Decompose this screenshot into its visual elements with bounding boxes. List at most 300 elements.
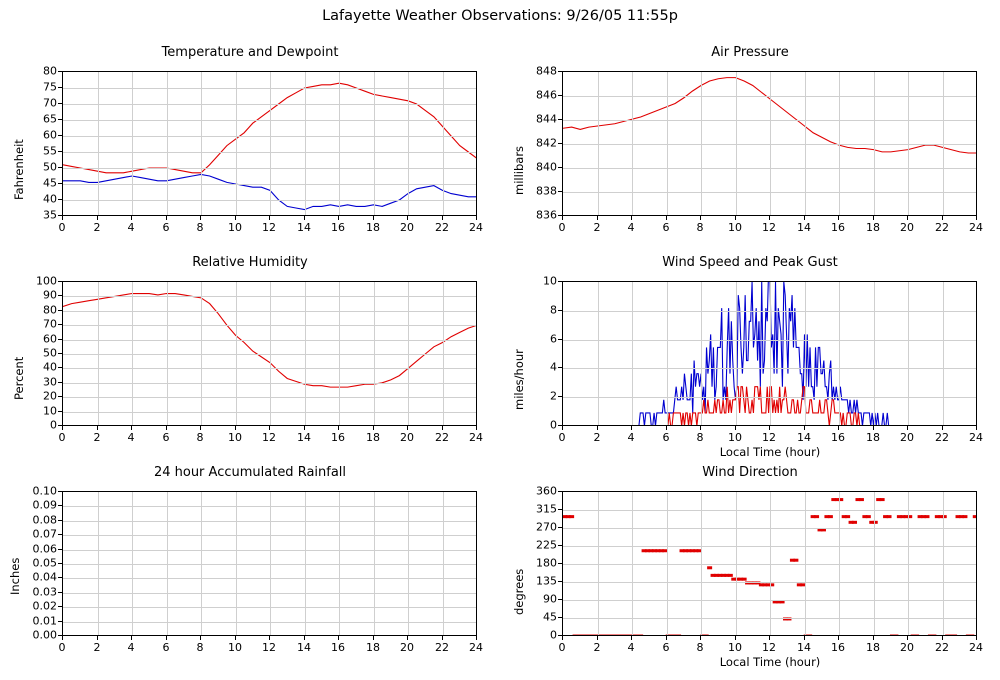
x-tick-label: 0 [558,641,566,654]
gridline-horizontal [63,354,476,355]
y-tick-mark [558,95,562,96]
x-tick-mark [200,636,201,640]
y-tick-label: 80 [43,303,57,317]
y-tick-mark [58,103,62,104]
x-tick-label: 6 [162,431,170,444]
y-tick-mark [58,505,62,506]
x-tick-label: 6 [162,641,170,654]
gridline-horizontal [563,311,976,312]
x-tick-mark [976,216,977,220]
x-tick-label: 20 [900,221,914,234]
gridline-horizontal [563,564,976,565]
scatter-point [962,515,967,518]
gridline-horizontal [563,192,976,193]
x-tick-label: 14 [297,431,311,444]
y-tick-mark [58,183,62,184]
x-tick-mark [631,216,632,220]
y-tick-mark [558,191,562,192]
x-tick-label: 18 [866,431,880,444]
y-tick-mark [558,545,562,546]
panel-title-wind: Wind Speed and Peak Gust [662,255,838,270]
gridline-vertical [736,282,737,425]
scatter-point [638,635,643,637]
y-tick-mark [558,599,562,600]
x-tick-label: 18 [366,431,380,444]
gridline-horizontal [63,200,476,201]
gridline-horizontal [63,564,476,565]
x-tick-mark [769,636,770,640]
y-tick-label: 50 [43,346,57,360]
x-tick-mark [838,216,839,220]
x-tick-label: 10 [728,221,742,234]
x-tick-mark [562,216,563,220]
x-tick-mark [873,636,874,640]
x-tick-label: 24 [469,431,483,444]
y-tick-label: 60 [43,128,57,142]
y-tick-mark [558,527,562,528]
x-tick-label: 4 [627,221,635,234]
x-tick-label: 4 [127,641,135,654]
y-tick-mark [558,635,562,636]
y-tick-label: 10 [43,404,57,418]
x-tick-mark [407,636,408,640]
y-tick-label: 0.03 [32,585,57,599]
x-tick-label: 8 [696,221,704,234]
y-tick-label: 80 [43,64,57,78]
x-tick-mark [62,426,63,430]
y-tick-mark [58,425,62,426]
gridline-vertical [305,72,306,215]
x-tick-mark [407,216,408,220]
y-tick-label: 45 [543,610,557,624]
axis-label-y-temperature: Fahrenheit [12,139,26,200]
gridline-horizontal [563,600,976,601]
y-tick-mark [558,215,562,216]
x-tick-label: 8 [696,431,704,444]
x-tick-label: 12 [762,641,776,654]
gridline-horizontal [63,88,476,89]
y-tick-label: 315 [536,502,557,516]
gridline-vertical [374,72,375,215]
scatter-point [866,515,871,518]
scatter-point [973,515,977,518]
x-tick-mark [804,426,805,430]
page-title: Lafayette Weather Observations: 9/26/05 11:55p [322,8,678,24]
y-tick-mark [58,135,62,136]
y-tick-mark [58,520,62,521]
x-tick-label: 2 [593,221,601,234]
x-tick-mark [838,426,839,430]
y-tick-mark [58,87,62,88]
y-tick-mark [558,396,562,397]
x-tick-mark [235,216,236,220]
y-tick-label: 0.10 [32,484,57,498]
scatter-point [952,635,957,637]
y-tick-mark [58,119,62,120]
y-tick-label: 55 [43,144,57,158]
x-tick-label: 6 [162,221,170,234]
axis-label-y-wind: miles/hour [512,349,526,410]
x-tick-label: 8 [196,221,204,234]
y-tick-label: 75 [43,80,57,94]
gridline-vertical [270,72,271,215]
x-tick-mark [166,426,167,430]
x-tick-label: 22 [935,641,949,654]
gridline-horizontal [63,578,476,579]
y-tick-mark [558,119,562,120]
y-tick-mark [58,592,62,593]
y-tick-mark [58,167,62,168]
x-tick-mark [442,216,443,220]
x-tick-mark [131,426,132,430]
x-tick-mark [942,426,943,430]
y-tick-mark [558,509,562,510]
x-tick-mark [873,216,874,220]
gridline-vertical [943,282,944,425]
gridline-horizontal [563,618,976,619]
x-tick-mark [269,426,270,430]
y-tick-mark [58,151,62,152]
x-tick-mark [562,636,563,640]
gridline-horizontal [63,184,476,185]
gridline-horizontal [63,535,476,536]
x-tick-label: 10 [228,221,242,234]
gridline-horizontal [63,397,476,398]
gridline-horizontal [563,397,976,398]
x-tick-label: 14 [297,221,311,234]
gridline-horizontal [563,528,976,529]
x-tick-mark [666,636,667,640]
x-tick-mark [942,216,943,220]
x-tick-mark [200,216,201,220]
gridline-vertical [667,282,668,425]
gridline-vertical [805,282,806,425]
x-tick-mark [373,426,374,430]
x-tick-mark [666,216,667,220]
y-tick-mark [558,167,562,168]
scatter-point [969,635,974,637]
x-tick-mark [942,636,943,640]
gridline-vertical [167,72,168,215]
axis-label-y-direction: degrees [512,568,526,615]
y-tick-mark [558,425,562,426]
x-tick-mark [131,216,132,220]
x-tick-label: 24 [469,221,483,234]
x-tick-mark [631,426,632,430]
x-tick-mark [235,426,236,430]
y-tick-mark [58,382,62,383]
axis-label-x-wind: Local Time (hour) [719,445,821,459]
y-tick-mark [58,71,62,72]
gridline-horizontal [63,622,476,623]
y-tick-mark [58,534,62,535]
gridline-horizontal [563,96,976,97]
x-tick-mark [338,636,339,640]
y-tick-label: 842 [536,136,557,150]
y-tick-label: 45 [43,176,57,190]
gridline-horizontal [563,144,976,145]
x-tick-label: 18 [366,221,380,234]
panel-title-temperature: Temperature and Dewpoint [161,45,339,60]
axis-label-y-rainfall: Inches [8,557,22,595]
y-tick-mark [58,563,62,564]
axis-label-y-pressure: millibars [512,145,526,195]
y-tick-mark [58,635,62,636]
y-tick-mark [58,215,62,216]
x-tick-mark [735,426,736,430]
x-tick-label: 22 [935,431,949,444]
scatter-point [880,498,885,501]
x-tick-label: 14 [797,641,811,654]
x-tick-label: 2 [93,641,101,654]
gridline-horizontal [63,136,476,137]
y-tick-label: 100 [36,274,57,288]
gridline-horizontal [63,168,476,169]
x-tick-label: 16 [331,641,345,654]
y-tick-label: 40 [43,360,57,374]
y-tick-label: 20 [43,389,57,403]
x-tick-label: 22 [435,221,449,234]
x-tick-label: 0 [558,221,566,234]
plot-area-pressure [562,71,977,216]
y-tick-mark [58,199,62,200]
scatter-point [814,515,819,518]
y-tick-mark [558,581,562,582]
y-tick-label: 8 [550,303,557,317]
scatter-point [704,635,709,637]
x-tick-label: 0 [58,641,66,654]
x-tick-label: 2 [593,641,601,654]
x-tick-label: 18 [866,221,880,234]
y-tick-label: 0.04 [32,570,57,584]
gridline-horizontal [563,510,976,511]
x-tick-label: 10 [228,641,242,654]
x-tick-mark [700,636,701,640]
y-tick-label: 0.09 [32,498,57,512]
gridline-horizontal [63,311,476,312]
scatter-point [569,515,574,518]
x-tick-label: 20 [900,641,914,654]
x-tick-label: 22 [935,221,949,234]
x-tick-mark [597,216,598,220]
gridline-vertical [408,72,409,215]
x-tick-label: 16 [331,221,345,234]
panel-temperature [0,45,500,245]
x-tick-label: 8 [196,641,204,654]
x-tick-label: 2 [93,221,101,234]
x-tick-mark [442,426,443,430]
x-tick-label: 0 [58,221,66,234]
x-tick-label: 12 [262,431,276,444]
y-tick-label: 840 [536,160,557,174]
y-tick-mark [58,339,62,340]
x-tick-mark [476,636,477,640]
x-tick-label: 22 [435,641,449,654]
axis-label-y-humidity: Percent [12,356,26,400]
y-tick-mark [58,621,62,622]
x-tick-label: 6 [662,431,670,444]
y-tick-mark [58,411,62,412]
x-tick-mark [907,426,908,430]
x-tick-label: 12 [762,221,776,234]
gridline-vertical [839,282,840,425]
y-tick-label: 180 [536,556,557,570]
y-tick-mark [558,281,562,282]
gridline-horizontal [63,607,476,608]
x-tick-mark [804,636,805,640]
y-tick-label: 30 [43,375,57,389]
plot-area-temperature [62,71,477,216]
axis-label-x-direction: Local Time (hour) [719,655,821,669]
gridline-vertical [339,72,340,215]
x-tick-mark [62,636,63,640]
y-tick-label: 360 [536,484,557,498]
y-tick-mark [58,606,62,607]
x-tick-mark [976,636,977,640]
x-tick-mark [304,216,305,220]
y-tick-mark [558,339,562,340]
x-tick-label: 6 [662,641,670,654]
x-tick-mark [476,216,477,220]
gridline-vertical [201,72,202,215]
x-tick-mark [338,426,339,430]
gridline-horizontal [63,368,476,369]
x-tick-label: 20 [900,431,914,444]
plot-area-wind [562,281,977,426]
x-tick-label: 2 [593,431,601,444]
x-tick-label: 20 [400,641,414,654]
y-tick-label: 225 [536,538,557,552]
x-tick-mark [373,636,374,640]
y-tick-label: 35 [43,208,57,222]
x-tick-label: 18 [866,641,880,654]
gridline-horizontal [563,340,976,341]
x-tick-label: 16 [331,431,345,444]
gridline-horizontal [563,546,976,547]
scatter-point [676,635,681,637]
x-tick-mark [304,636,305,640]
x-tick-label: 20 [400,221,414,234]
x-tick-label: 14 [797,431,811,444]
x-tick-label: 14 [797,221,811,234]
gridline-horizontal [563,120,976,121]
scatter-point [707,566,712,569]
x-tick-mark [476,426,477,430]
x-tick-mark [597,636,598,640]
gridline-vertical [701,282,702,425]
x-tick-label: 0 [558,431,566,444]
y-tick-label: 10 [543,274,557,288]
x-tick-label: 10 [728,641,742,654]
gridline-horizontal [63,340,476,341]
x-tick-label: 24 [969,431,983,444]
y-tick-mark [58,577,62,578]
gridline-horizontal [63,521,476,522]
y-tick-label: 0 [550,418,557,432]
x-tick-mark [838,636,839,640]
y-tick-label: 836 [536,208,557,222]
gridline-horizontal [63,550,476,551]
panel-pressure [500,45,1000,245]
gridline-horizontal [63,152,476,153]
y-tick-mark [558,367,562,368]
x-tick-label: 10 [728,431,742,444]
gridline-vertical [236,72,237,215]
y-tick-mark [558,71,562,72]
gridline-vertical [98,72,99,215]
plot-area-direction [562,491,977,636]
x-tick-mark [304,426,305,430]
x-tick-label: 16 [831,221,845,234]
scatter-point [793,559,798,562]
x-tick-label: 18 [366,641,380,654]
scatter-point [924,515,929,518]
gridline-horizontal [63,383,476,384]
y-tick-label: 0.00 [32,628,57,642]
x-tick-label: 4 [127,221,135,234]
x-tick-label: 10 [228,431,242,444]
x-tick-mark [700,426,701,430]
x-tick-mark [407,426,408,430]
y-tick-label: 0.01 [32,614,57,628]
scatter-point [893,635,898,637]
y-tick-label: 2 [550,389,557,403]
y-tick-mark [58,295,62,296]
y-tick-label: 838 [536,184,557,198]
x-tick-label: 12 [262,221,276,234]
x-tick-label: 8 [696,641,704,654]
x-tick-mark [338,216,339,220]
x-tick-mark [166,216,167,220]
y-tick-label: 135 [536,574,557,588]
gridline-vertical [132,72,133,215]
scatter-point [807,635,812,637]
x-tick-label: 4 [127,431,135,444]
y-tick-label: 65 [43,112,57,126]
x-tick-mark [235,636,236,640]
x-tick-label: 0 [58,431,66,444]
x-tick-mark [131,636,132,640]
scatter-point [852,521,857,524]
x-tick-mark [631,636,632,640]
scatter-point [828,515,833,518]
x-tick-mark [373,216,374,220]
x-tick-mark [700,216,701,220]
y-tick-label: 0 [550,628,557,642]
x-tick-label: 14 [297,641,311,654]
x-tick-mark [269,216,270,220]
y-tick-label: 40 [43,192,57,206]
y-tick-label: 0.08 [32,513,57,527]
scatter-point [728,574,733,577]
x-tick-mark [269,636,270,640]
y-tick-mark [558,617,562,618]
x-tick-mark [735,636,736,640]
y-tick-label: 0.05 [32,556,57,570]
x-tick-label: 4 [627,641,635,654]
gridline-horizontal [63,104,476,105]
x-tick-label: 22 [435,431,449,444]
x-tick-label: 4 [627,431,635,444]
y-tick-mark [558,491,562,492]
x-tick-mark [976,426,977,430]
gridline-horizontal [63,296,476,297]
y-tick-label: 270 [536,520,557,534]
x-tick-label: 20 [400,431,414,444]
y-tick-mark [58,491,62,492]
panel-title-direction: Wind Direction [702,465,798,480]
y-tick-label: 90 [43,288,57,302]
